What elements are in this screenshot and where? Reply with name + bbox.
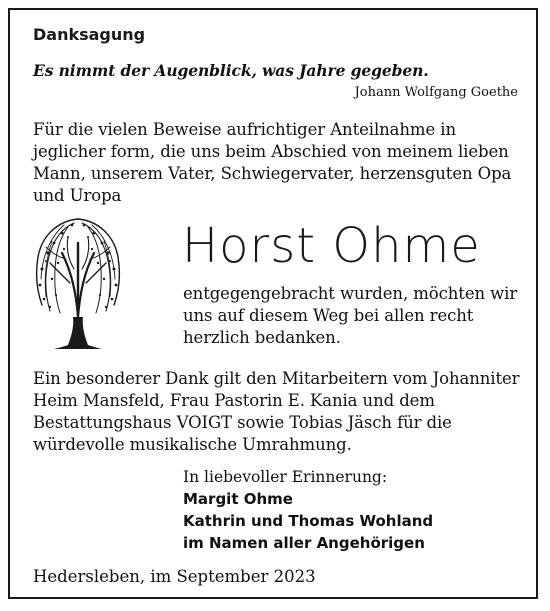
signature-intro: In liebevoller Erinnerung: <box>183 468 388 486</box>
intro-line: und Uropa <box>33 186 122 205</box>
intro-line: Für die vielen Beweise aufrichtiger Anteilnahme in <box>33 120 456 139</box>
intro-paragraph <box>33 119 533 207</box>
signature-name: Margit Ohme <box>183 490 293 508</box>
intro-line: jeglicher form, die uns beim Abschied von meinem lieben <box>33 142 509 161</box>
signature-name: Kathrin und Thomas Wohland <box>183 512 434 530</box>
weeping-willow-tree-icon <box>28 213 128 351</box>
thanks-line: herzlich bedanken. <box>183 328 341 347</box>
quote-author: Johann Wolfgang Goethe <box>354 85 518 100</box>
signature-name: im Namen aller Angehörigen <box>183 534 425 552</box>
signature-block <box>183 466 433 554</box>
special-thanks-line: würdevolle musikalische Umrahmung. <box>33 435 352 454</box>
deceased-name: Horst Ohme <box>182 218 481 274</box>
special-thanks-line: Bestattungshaus VOIGT sowie Tobias Jäsch für die <box>33 413 452 432</box>
intro-line: Mann, unserem Vater, Schwiegervater, herzensguten Opa <box>33 164 512 183</box>
quote-text: Es nimmt der Augenblick, was Jahre gegeben. <box>33 61 429 80</box>
special-thanks-line: Heim Mansfeld, Frau Pastorin E. Kania und dem <box>33 391 435 410</box>
special-thanks-line: Ein besonderer Dank gilt den Mitarbeitern vom Johanniter <box>33 369 520 388</box>
thanks-paragraph <box>183 283 533 349</box>
notice-heading: Danksagung <box>33 25 146 44</box>
thanks-line: entgegengebracht wurden, möchten wir <box>183 284 518 303</box>
thanks-line: uns auf diesem Weg bei allen recht <box>183 306 474 325</box>
place-and-date: Hedersleben, im September 2023 <box>33 567 316 586</box>
special-thanks-paragraph <box>33 368 533 456</box>
